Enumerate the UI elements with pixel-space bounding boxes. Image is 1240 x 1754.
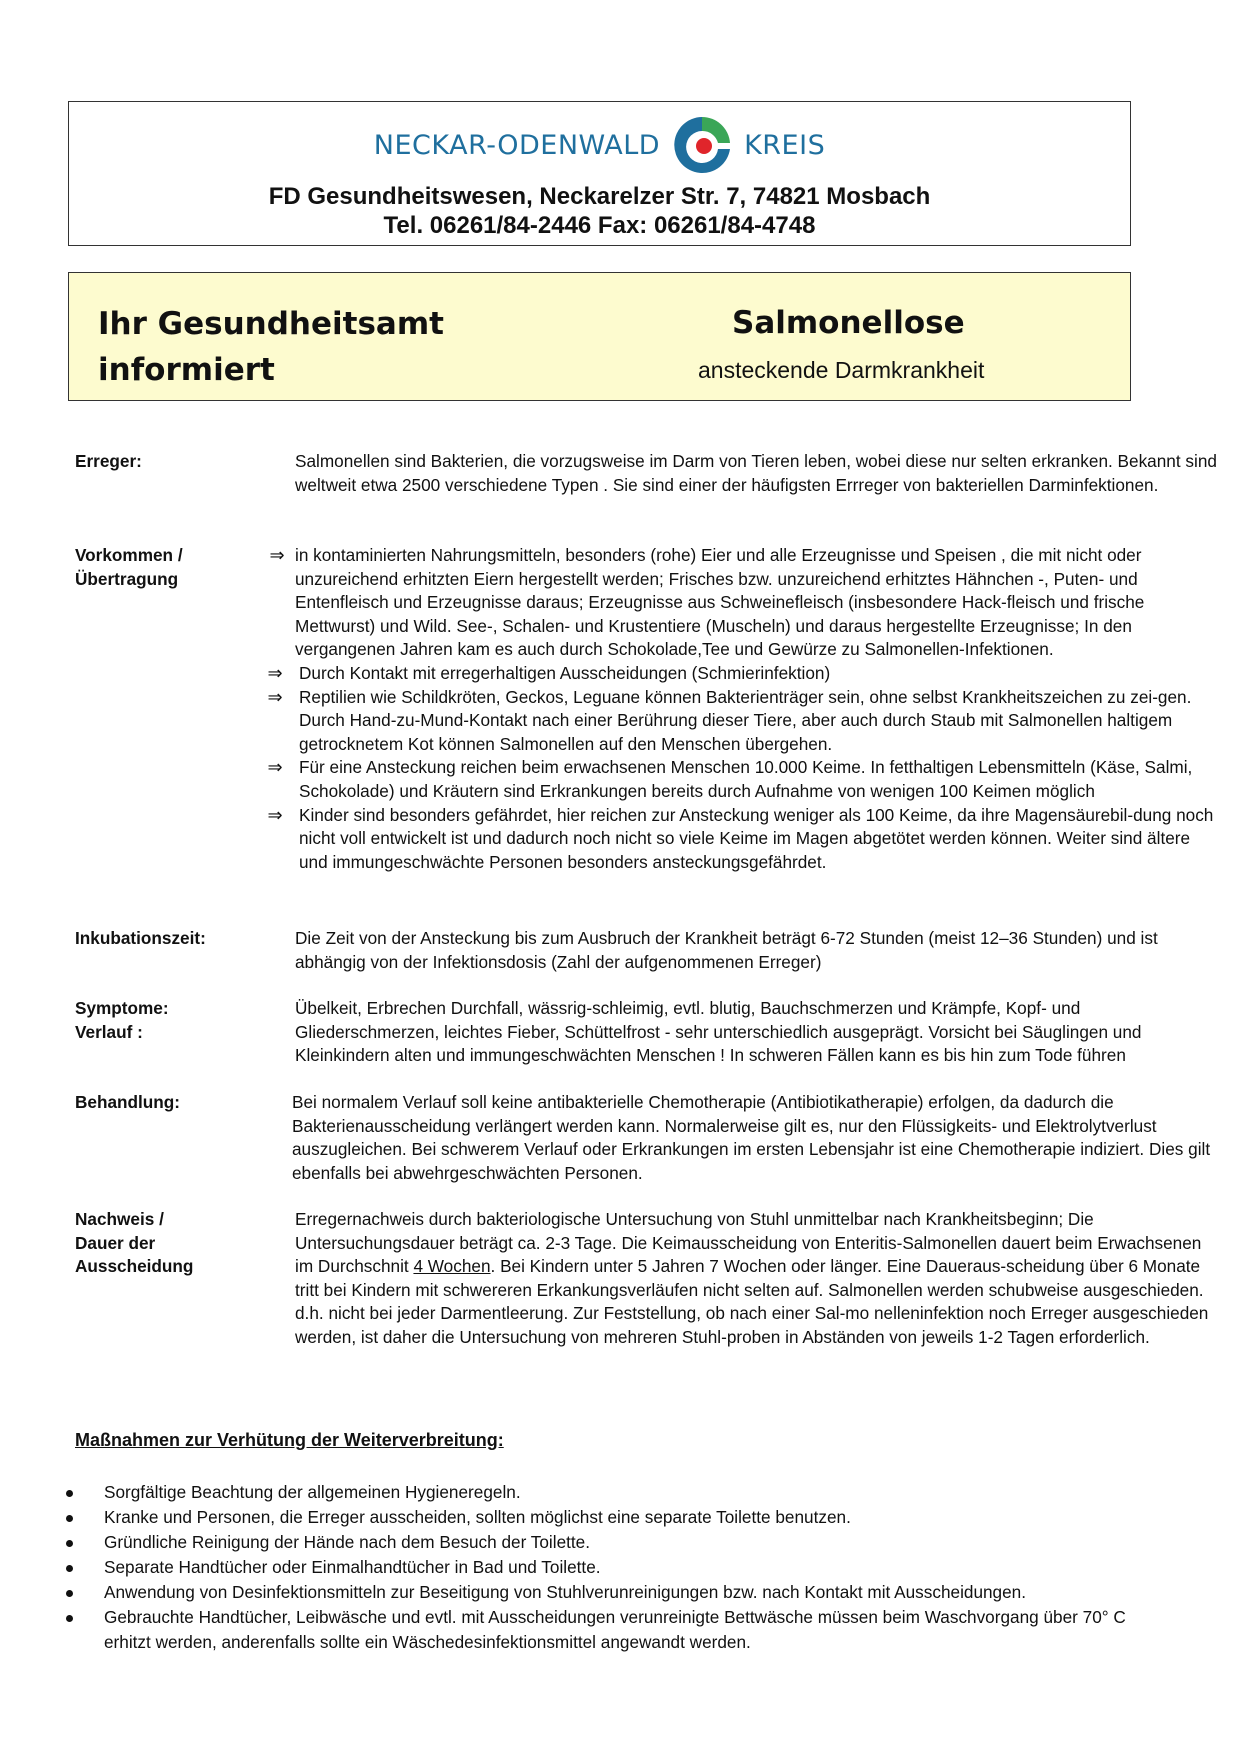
list-item	[269, 544, 1220, 662]
list-item	[62, 1555, 1142, 1580]
arrow-right-icon: ⇒	[267, 757, 283, 778]
bullet-icon	[66, 1565, 73, 1572]
measures-heading: Maßnahmen zur Verhütung der Weiterverbreitung:	[75, 1430, 504, 1450]
list-item	[62, 1605, 1142, 1655]
logo-text-right: KREIS	[744, 129, 826, 161]
arrow-right-icon: ⇒	[267, 662, 283, 683]
section-text	[267, 544, 1220, 874]
text-part: Erregernachweis durch bakteriologische Untersuchung von Stuhl unmittelbar nach Krankheitsbeginn; Die Untersuchungsdauer beträgt ca. 2-3 Tage. Die Keimausscheidung von Enteritis-Salmonellen dauert beim Erwachsenen im Durchschnit	[295, 1209, 1202, 1277]
section-text: Übelkeit, Erbrechen Durchfall, wässrig-schleimig, evtl. blutig, Bauchschmerzen und Krämpfe, Kopf- und Gliederschmerzen, leichtes Fieber, Schüttelfrost - sehr unterschiedlich ausgeprägt. Vorsicht bei Säuglingen und Kleinkindern alten und immungeschwächten Menschen ! In schweren Fällen kann es bis hin zum Tode führen	[295, 998, 1142, 1066]
section-label	[75, 997, 275, 1044]
list-item-text: Gebrauchte Handtücher, Leibwäsche und evtl. mit Ausscheidungen verunreinigte Bettwäsche müssen beim Waschvorgang über 70° C erhitzt werden, anderenfalls sollte ein Wäschedesinfektionsmittel angewandt werden.	[104, 1607, 1126, 1652]
list-item	[267, 662, 1220, 686]
section-label: Inkubationszeit:	[75, 928, 206, 948]
disease-title: Salmonellose	[732, 305, 965, 341]
banner-heading-line1: Ihr Gesundheitsamt	[98, 306, 444, 342]
section-text: Die Zeit von der Ansteckung bis zum Ausbruch der Krankheit beträgt 6-72 Stunden (meist 12–36 Stunden) und ist abhängig von der Infektionsdosis (Zahl der aufgenommenen Erreger)	[295, 928, 1158, 972]
section-label	[75, 1208, 275, 1279]
label-line: Ausscheidung	[75, 1256, 194, 1277]
arrow-right-icon: ⇒	[267, 804, 283, 825]
list-item	[267, 686, 1220, 757]
list-item	[267, 756, 1220, 803]
list-item-text: Sorgfältige Beachtung der allgemeinen Hygieneregeln.	[104, 1482, 521, 1502]
bullet-icon	[66, 1590, 73, 1597]
bullet-icon	[66, 1615, 73, 1622]
list-item-text: Separate Handtücher oder Einmalhandtücher in Bad und Toilette.	[104, 1557, 601, 1577]
list-item	[62, 1505, 1142, 1530]
logo-text-left: NECKAR-ODENWALD	[373, 129, 661, 161]
disease-subtitle: ansteckende Darmkrankheit	[698, 357, 985, 383]
label-line: Symptome:	[75, 998, 169, 1018]
org-contact: Tel. 06261/84-2446 Fax: 06261/84-4748	[383, 212, 816, 239]
section-text	[295, 1208, 1220, 1350]
list-item-text: in kontaminierten Nahrungsmitteln, besonders (rohe) Eier und alle Erzeugnisse und Speisen , die mit nicht oder unzureichend erhitzten Eiern hergestellt werden; Frisches bzw. unzureichend erhitztes Hähnchen -, Puten- und Entenfleisch und Erzeugnisse daraus; Erzeugnisse aus Schweinefleisch (insbesondere Hack-fleisch und frische Mettwurst) und Wild. See-, Schalen- und Krustentiere (Muscheln) und daraus hergestellte Erzeugnisse; In den vergangenen Jahren kam es auch durch Schokolade,Tee und Gewürze zu Salmonellen-Infektionen.	[295, 545, 1145, 660]
neckar-odenwald-logo	[69, 110, 1130, 180]
banner-heading-line2: informiert	[98, 352, 275, 388]
header-box	[68, 101, 1131, 246]
section-label: Erreger:	[75, 451, 142, 471]
section-label: Behandlung:	[75, 1092, 181, 1112]
list-item-text: Für eine Ansteckung reichen beim erwachsenen Menschen 10.000 Keime. In fetthaltigen Lebensmitteln (Käse, Salmi, Schokolade) und Kräutern sind Erkrankungen bereits durch Aufnahme von wenigen 100 Keimen möglich	[299, 757, 1193, 801]
bullet-icon	[66, 1515, 73, 1522]
info-banner	[68, 272, 1131, 401]
text-part: . Bei Kindern unter 5 Jahren 7 Wochen oder länger. Eine Daueraus-scheidung über 6 Monate tritt bei Kindern mit schwereren Erkankungsverläufen nicht selten auf. Salmonellen werden schubweise ausgeschieden. d.h. nicht bei jeder Darmentleerung. Zur Feststellung, ob nach einer Sal-mo nelleninfektion noch Erreger ausgeschieden werden, ist daher die Untersuchung von mehreren Stuhl-proben in Abständen von jeweils 1-2 Tagen erforderlich.	[295, 1256, 1209, 1347]
list-item	[62, 1480, 1142, 1505]
list-item-text: Gründliche Reinigung der Hände nach dem Besuch der Toilette.	[104, 1532, 591, 1552]
arrow-right-icon: ⇒	[267, 686, 283, 707]
measures-list	[62, 1480, 1142, 1655]
section-text: Salmonellen sind Bakterien, die vorzugsweise im Darm von Tieren leben, wobei diese nur selten erkranken. Bekannt sind weltweit etwa 2500 verschiedene Typen . Sie sind einer der häufigsten Errreger von bakteriellen Darminfektionen.	[295, 451, 1217, 495]
list-item	[62, 1580, 1142, 1605]
label-line: Vorkommen /	[75, 545, 183, 565]
list-item	[267, 804, 1220, 875]
banner-heading	[98, 301, 444, 393]
logo-emblem-icon	[668, 113, 736, 177]
section-label	[75, 544, 275, 591]
section-text: Bei normalem Verlauf soll keine antibakterielle Chemotherapie (Antibiotikatherapie) erfolgen, da dadurch die Bakterienausscheidung verlängert werden kann. Normalerweise gilt es, nur den Flüssigkeits- und Elektrolytverlust auszugleichen. Bei schwerem Verlauf oder Erkrankungen im ersten Lebensjahr ist eine Chemotherapie indiziert. Dies gilt ebenfalls bei abwehrgeschwächten Personen.	[292, 1092, 1211, 1183]
label-line: Nachweis /	[75, 1209, 164, 1229]
label-line: Übertragung	[75, 568, 179, 589]
label-line: Verlauf :	[75, 1021, 143, 1042]
list-item-text: Kinder sind besonders gefährdet, hier reichen zur Ansteckung weniger als 100 Keime, da ihre Magensäurebil-dung noch nicht voll entwickelt ist und dadurch noch nicht so viele Keime im Magen abgetötet werden können. Weiter sind ältere und immungeschwächte Personen besonders ansteckungsgefährdet.	[299, 804, 1214, 872]
arrow-right-icon: ⇒	[269, 545, 285, 565]
underlined-duration: 4 Wochen	[413, 1256, 491, 1277]
bullet-icon	[66, 1540, 73, 1547]
label-line: Dauer der	[75, 1232, 156, 1253]
bullet-icon	[66, 1490, 73, 1497]
list-item-text: Reptilien wie Schildkröten, Geckos, Leguane können Bakterienträger sein, ohne selbst Krankheitszeichen zu zei-gen. Durch Hand-zu-Mund-Kontakt nach einer Berührung dieser Tiere, aber auch durch Staub mit Salmonellen haltigem getrocknetem Kot können Salmonellen auf den Menschen übergehen.	[299, 686, 1192, 754]
list-item	[62, 1530, 1142, 1555]
list-item-text: Durch Kontakt mit erregerhaltigen Ausscheidungen (Schmierinfektion)	[299, 662, 831, 683]
list-item-text: Anwendung von Desinfektionsmitteln zur Beseitigung von Stuhlverunreinigungen bzw. nach Kontakt mit Ausscheidungen.	[104, 1582, 1027, 1602]
org-address: FD Gesundheitswesen, Neckarelzer Str. 7, 74821 Mosbach	[268, 183, 931, 210]
list-item-text: Kranke und Personen, die Erreger ausscheiden, sollten möglichst eine separate Toilette benutzen.	[104, 1507, 851, 1527]
